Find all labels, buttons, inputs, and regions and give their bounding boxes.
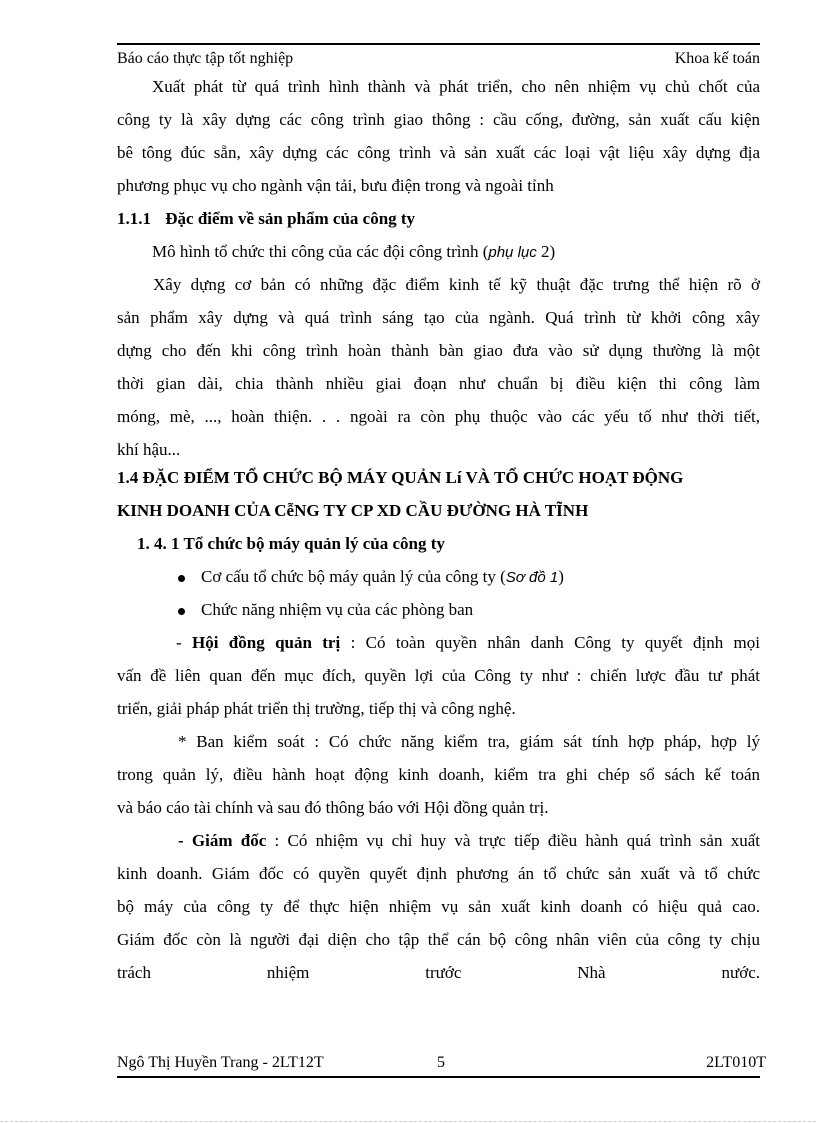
section-heading-1-4: 1.4 ĐẶC ĐIỂM TỔ CHỨC BỘ MÁY QUẢN Lí VÀ TỔ CHỨC HOẠT ĐỘNG bbox=[117, 468, 684, 487]
bullet-text: Cơ cấu tổ chức bộ máy quản lý của công ty ( bbox=[201, 567, 506, 586]
model-text: Mô hình tổ chức thi công của các đội công trình ( bbox=[152, 242, 489, 261]
board-label: Hội đồng quản trị bbox=[192, 633, 341, 652]
section-heading-1-4-1: 1. 4. 1 Tổ chức bộ máy quản lý của công ty bbox=[137, 534, 445, 553]
header-right: Khoa kế toán bbox=[674, 50, 760, 67]
paragraph-line: và báo cáo tài chính và sau đó thông báo với Hội đồng quản trị. bbox=[117, 798, 549, 817]
paragraph-line: phương phục vụ cho ngành vận tải, bưu điện trong và ngoài tỉnh bbox=[117, 176, 554, 195]
paragraph-line: Xuất phát từ quá trình hình thành và phát triển, cho nên nhiệm vụ chủ chốt của bbox=[152, 77, 760, 96]
footer-rule bbox=[117, 1076, 760, 1078]
model-end: 2) bbox=[536, 242, 556, 261]
footer-code: 2LT010T bbox=[706, 1054, 766, 1071]
paragraph-line: sản phẩm xây dựng và quá trình sáng tạo của ngành. Quá trình từ khởi công xây bbox=[117, 308, 760, 327]
paragraph-line: vấn đề liên quan đến mục đích, quyền lợi của Công ty như : chiến lược đầu tư phát bbox=[117, 666, 760, 685]
bullet-item bbox=[178, 599, 816, 621]
paragraph-line: * Ban kiểm soát : Có chức năng kiểm tra, giám sát tính hợp pháp, hợp lý bbox=[178, 732, 760, 751]
heading-number: 1.1.1 bbox=[117, 209, 151, 228]
heading-title: Đặc điểm về sản phẩm của công ty bbox=[165, 209, 416, 228]
page-edge bbox=[0, 1121, 816, 1122]
paragraph-line: thời gian dài, chia thành nhiều giai đoạn như chuẩn bị điều kiện thi công làm bbox=[117, 374, 760, 393]
dash: - bbox=[176, 633, 193, 652]
paragraph-line: bộ máy của công ty để thực hiện nhiệm vụ sản xuất kinh doanh có hiệu quả cao. bbox=[117, 897, 760, 916]
appendix-reference: phụ lục bbox=[488, 244, 537, 261]
paragraph-line: dựng cho đến khi công trình hoàn thành bàn giao đưa vào sử dụng thường là một bbox=[117, 341, 760, 360]
bullet-text: Chức năng nhiệm vụ của các phòng ban bbox=[201, 600, 474, 619]
bullet-end: ) bbox=[558, 567, 564, 586]
page-number: 5 bbox=[437, 1054, 445, 1071]
paragraph-line: công ty là xây dựng các công trình giao thông : cầu cống, đường, sản xuất cấu kiện bbox=[117, 110, 760, 129]
paragraph-line: móng, mè, ..., hoàn thiện. . . ngoài ra còn phụ thuộc vào các yếu tố như thời tiết, bbox=[117, 407, 760, 426]
director-text: : Có nhiệm vụ chỉ huy và trực tiếp điều hành quá trình sản xuất bbox=[266, 831, 760, 850]
paragraph-line: triển, giải pháp phát triển thị trường, tiếp thị và công nghệ. bbox=[117, 699, 516, 718]
bullet-icon bbox=[178, 608, 185, 615]
paragraph-line: Xây dựng cơ bản có những đặc điểm kinh tế kỹ thuật đặc trưng thể hiện rõ ở bbox=[153, 275, 760, 294]
paragraph-line: trong quản lý, điều hành hoạt động kinh doanh, kiểm tra ghi chép sổ sách kế toán bbox=[117, 765, 760, 784]
bullet-icon bbox=[178, 575, 185, 582]
section-heading-1-1-1 bbox=[117, 208, 760, 230]
bullet-item bbox=[178, 566, 816, 589]
paragraph-line: bê tông đúc sẵn, xây dựng các công trình và sản xuất các loại vật liệu xây dựng địa bbox=[117, 143, 760, 162]
paragraph-line: Giám đốc còn là người đại diện cho tập thể cán bộ công nhân viên của công ty chịu bbox=[117, 930, 760, 949]
paragraph-line: trách nhiệm trước Nhà nước. bbox=[117, 963, 760, 982]
paragraph-line: kinh doanh. Giám đốc có quyền quyết định phương án tổ chức sản xuất và tổ chức bbox=[117, 864, 760, 883]
director-paragraph-first-line bbox=[178, 830, 760, 852]
diagram-reference: Sơ đồ 1 bbox=[505, 569, 559, 586]
footer-author: Ngô Thị Huyền Trang - 2LT12T bbox=[117, 1054, 324, 1071]
paragraph-line: khí hậu... bbox=[117, 440, 181, 459]
header-left: Báo cáo thực tập tốt nghiệp bbox=[117, 50, 294, 67]
board-paragraph-first-line bbox=[176, 632, 760, 654]
header-rule bbox=[117, 43, 760, 45]
model-line bbox=[152, 241, 795, 264]
section-heading-1-4-cont: KINH DOANH CỦA CễNG TY CP XD CẦU ĐƯỜNG HÀ TĨNH bbox=[117, 501, 589, 520]
director-label: - Giám đốc bbox=[178, 831, 267, 850]
board-text: : Có toàn quyền nhân danh Công ty quyết định mọi bbox=[340, 633, 761, 652]
